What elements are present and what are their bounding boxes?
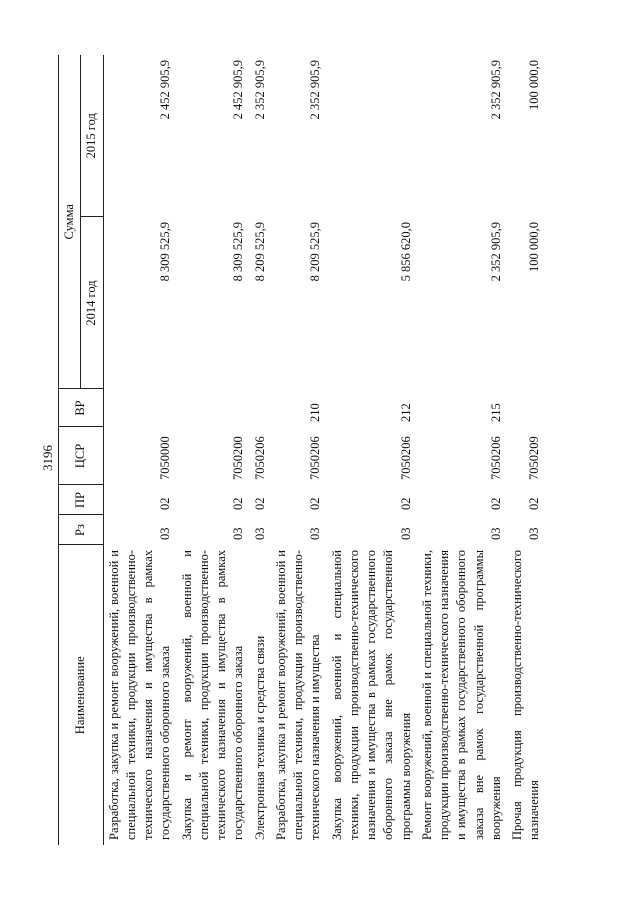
- row-2015: 2 352 905,9: [488, 60, 503, 120]
- table-row: [177, 55, 250, 845]
- row-name: Закупка вооружений, военной и специальной техники, продукции производственно-технического назначения и имущества в рамках государственного оборонного заказа вне рамок государственной программы вооружения: [329, 550, 413, 840]
- row-csr: 7050209: [527, 436, 542, 480]
- budget-table: [58, 55, 546, 845]
- table-row: [327, 55, 417, 845]
- header-rz: Рз: [59, 515, 104, 545]
- row-name: Электронная техника и средства связи: [252, 635, 267, 840]
- row-vr: 210: [308, 403, 323, 422]
- header-2014: 2014 год: [81, 217, 103, 389]
- row-rz: 03: [252, 527, 267, 540]
- row-2015: 2 352 905,9: [252, 60, 267, 120]
- table-row: [103, 55, 177, 845]
- table-row: [417, 55, 507, 845]
- header-sum: Сумма: [59, 55, 81, 389]
- row-rz: 03: [158, 527, 173, 540]
- header-name: Наименование: [59, 545, 104, 845]
- row-2015: 2 452 905,9: [158, 60, 173, 120]
- row-2014: 100 000,0: [527, 222, 542, 272]
- row-name: Ремонт вооружений, военной и специальной техники, продукции производственно-технического назначения и имущества в рамках государственного оборонного заказа вне рамок государственной программы вооружения: [419, 550, 503, 840]
- row-rz: 03: [527, 527, 542, 540]
- header-2015: 2015 год: [81, 55, 103, 217]
- row-2015: 2 352 905,9: [308, 60, 323, 120]
- row-2014: 8 209 525,9: [252, 222, 267, 282]
- row-pr: 02: [158, 497, 173, 510]
- rotated-page-content: [58, 55, 586, 845]
- row-2015: 100 000,0: [527, 60, 542, 110]
- row-name: Закупка и ремонт вооружений, военной и специальной техники, продукции производственно-технического назначения и имущества в рамках государственного оборонного заказа: [179, 550, 246, 840]
- row-pr: 02: [398, 497, 413, 510]
- row-vr: [507, 389, 546, 427]
- row-csr: 7050206: [398, 436, 413, 480]
- row-name: Разработка, закупка и ремонт вооружений, военной и специальной техники, продукции производственно-технического назначения и имущества: [273, 550, 323, 840]
- row-pr: 02: [488, 497, 503, 510]
- row-vr: [103, 389, 177, 427]
- row-csr: 7050200: [231, 436, 246, 480]
- row-2015: 2 452 905,9: [231, 60, 246, 120]
- row-rz: 03: [231, 527, 246, 540]
- row-rz: 03: [308, 527, 323, 540]
- table-row: [271, 55, 327, 845]
- row-2015: [327, 55, 417, 217]
- row-2014: 2 352 905,9: [488, 222, 503, 282]
- row-rz: 03: [488, 527, 503, 540]
- row-csr: 7050206: [308, 436, 323, 480]
- table-row: [250, 55, 271, 845]
- row-name: Разработка, закупка и ремонт вооружений, военной и специальной техники, продукции производственно-технического назначения и имущества в рамках государственного оборонного заказа: [106, 550, 173, 840]
- header-csr: ЦСР: [59, 427, 104, 485]
- row-pr: 02: [308, 497, 323, 510]
- row-vr: 212: [398, 403, 413, 422]
- row-csr: 7050206: [488, 436, 503, 480]
- row-2014: 5 856 620,0: [398, 222, 413, 282]
- row-name: Прочая продукция производственно-технического назначения: [510, 550, 542, 840]
- row-vr: [250, 389, 271, 427]
- row-2014: 8 309 525,9: [231, 222, 246, 282]
- row-pr: 02: [252, 497, 267, 510]
- header-vr: ВР: [59, 389, 104, 427]
- table-row: [507, 55, 546, 845]
- row-2014: 8 309 525,9: [158, 222, 173, 282]
- row-2014: 8 209 525,9: [308, 222, 323, 282]
- row-rz: 03: [398, 527, 413, 540]
- row-pr: 02: [231, 497, 246, 510]
- header-pr: ПР: [59, 485, 104, 515]
- row-csr: 7050000: [158, 436, 173, 480]
- row-vr: 215: [488, 403, 503, 422]
- row-csr: 7050206: [252, 436, 267, 480]
- row-pr: 02: [527, 497, 542, 510]
- row-vr: [177, 389, 250, 427]
- page-number: 3196: [40, 445, 55, 471]
